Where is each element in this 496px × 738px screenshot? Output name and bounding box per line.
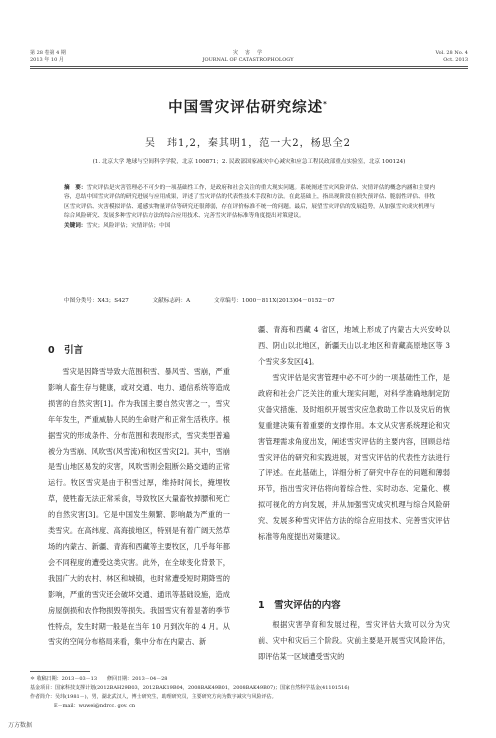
footnote-email: E－mail：wuwei@ndrcc. gov. cn [54, 703, 136, 709]
intro-paragraph-1-continued: 疆、青海和西藏 4 省区，地域上形成了内蒙古大兴安岭以西、阴山以北地区，新疆天山以北地区和青藏高原地区等 3 个雪灾多发区[4]。 [258, 325, 450, 366]
footnote-author-bio: 作者简介：吴玮(1981－)，男，湖北武汉人，博士研究生，助理研究员，主要研究方向为数字减灾与风险评估。 [30, 694, 277, 700]
date-en: Oct. 2013 [443, 57, 468, 63]
footnote-funding: 基金项目：国家科技支撑计划(2012BAH29B03，2012BAK19B04，2008BAK49B01，2008BAK49B07)；国家自然科学基金(41101516) [30, 685, 350, 691]
abstract-label: 摘 要： [64, 185, 87, 191]
volume-issue-cn: 第 28 卷第 4 期 [30, 50, 66, 56]
abstract-text: 雪灾评估是灾害管理必不可少的一项基础性工作，是政府和社会关注的重大现实问题。系统阐述雪灾风险评估、灾情评估的概念内涵和主要内容，总结中国雪灾评估的研究进展与应用成果，评述了雪灾评估的代表性技术手段和方法。在此基础上，指出现阶段在损失预评估、脆弱性评估、非牧区雪灾评估、灾害模拟评估、遥感实物量评估等研究还很薄弱，存在评价标准不统一的问题。最后，展望雪灾评估的发展趋势，从加强雪灾成灾机理与综合风险研究、发展多种雪灾评估方法的综合应用技术、完善雪灾评估标准等角度提出对策建议。 [64, 185, 435, 220]
title-mark: * [323, 100, 328, 109]
intro-paragraph-2: 雪灾评估是灾害管理中必不可少的一项基础性工作，是政府和社会广泛关注的重大现实问题，对科学准确地制定防灾备灾措施、及时组织开展雪灾应急救助工作以及灾后的恢复重建决策有着重要的支撑作用。本文从灾害系统理论和灾害管理需求角度出发，阐述雪灾评估的主要内容，回顾总结雪灾评估的研究和实践进展，对雪灾评估的代表性方法进行了评述。在此基础上，详细分析了研究中存在的问题和薄弱环节，指出雪灾评估将向着综合性、实时动态、定量化、模拟可视化的方向发展，并从加强雪灾成灾机理与综合风险研究、发展多种雪灾评估方法的综合应用技术、完善雪灾评估标准等角度提出对策建议。 [258, 373, 450, 542]
affiliation: (1. 北京大学 地球与空间科学学院，北京 100871；2. 民政部国家减灾中心减灾和应急工程民政部重点实验室，北京 100124) [92, 159, 406, 165]
watermark: 万方数据 [8, 722, 33, 729]
footnote-rule [30, 671, 90, 672]
journal-title-en: JOURNAL OF CATASTROPHOLOGY [202, 57, 294, 63]
title-text: 中国雪灾评估研究综述 [168, 100, 324, 116]
volume-issue-en: Vol. 28 No. 4 [435, 50, 468, 56]
header-rule-thin [30, 68, 468, 69]
keywords-label: 关键词： [64, 222, 87, 229]
keywords: 雪灾；风险评估；灾情评估；中国 [86, 222, 171, 229]
section-0-heading: 0 引言 [48, 345, 84, 356]
document-code: 文献标志码：A [152, 298, 191, 304]
author-list: 吴 玮1,2，秦其明1，范一大2，杨思全2 [145, 138, 351, 149]
abstract [64, 184, 435, 231]
section-1-paragraph-1: 根据灾害孕育和发展过程，雪灾评估大致可以分为灾前、灾中和灾后三个阶段。灾前主要是开展雪灾风险评估，即评估某一区域遭受雪灾的 [258, 620, 450, 661]
classification-line [64, 296, 357, 304]
header-rule [30, 66, 468, 67]
section-1-heading: 1 雪灾评估的内容 [258, 600, 341, 611]
article-number: 文章编号：1000－811X(2013)04－0152－07 [213, 298, 335, 304]
article-title [0, 96, 496, 117]
footnote [30, 675, 349, 711]
footnote-dates: ＊ 收稿日期：2013－03－13 修回日期：2013－04－28 [30, 676, 168, 682]
journal-title-cn: 灾 害 学 [232, 50, 263, 56]
date-cn: 2013 年 10 月 [30, 57, 64, 63]
intro-paragraph-1: 雪灾是因降雪导致大范围积雪、暴风雪、雪崩，严重影响人畜生存与健康，或对交通、电力、通信系统等造成损害的自然灾害[1]。作为我国主要自然灾害之一，雪灾年年发生，严重威胁人民的生命财产和正常生活秩序。根据雪灾的形成条件、分布范围和表现形式，雪灾类型普遍被分为雪崩、风吹雪(风雪流)和牧区雪灾[2]。其中，雪崩是雪山地区易发的灾害，风吹雪则会阻断公路交通的正常运行。牧区雪灾是由于积雪过厚，维持时间长，掩埋牧草，使牲畜无法正常采食，导致牧区大量畜牧掉膘和死亡的自然灾害[3]。它是中国发生频繁、影响最为严重的一类雪灾。在高纬度、高海拔地区，特别是有着广阔天然草场的内蒙古、新疆、青海和西藏等主要牧区，几乎每年都会不同程度的遭受这类灾害。此外，在全球变化背景下，我国广大的农村、林区和城镇，也时常遭受短时期降雪的影响，严重的雪灾还会破坏交通、通讯等基础设施，造成房屋倒损和农作物损毁等损失。我国雪灾有着显著的季节性特点，发生时期一般是在当年 10 月到次年的 4 月。从雪灾的空间分布格局来看，集中分布在内蒙古、新 [48, 367, 230, 647]
clc-number: 中图分类号：X43；S427 [64, 298, 129, 304]
